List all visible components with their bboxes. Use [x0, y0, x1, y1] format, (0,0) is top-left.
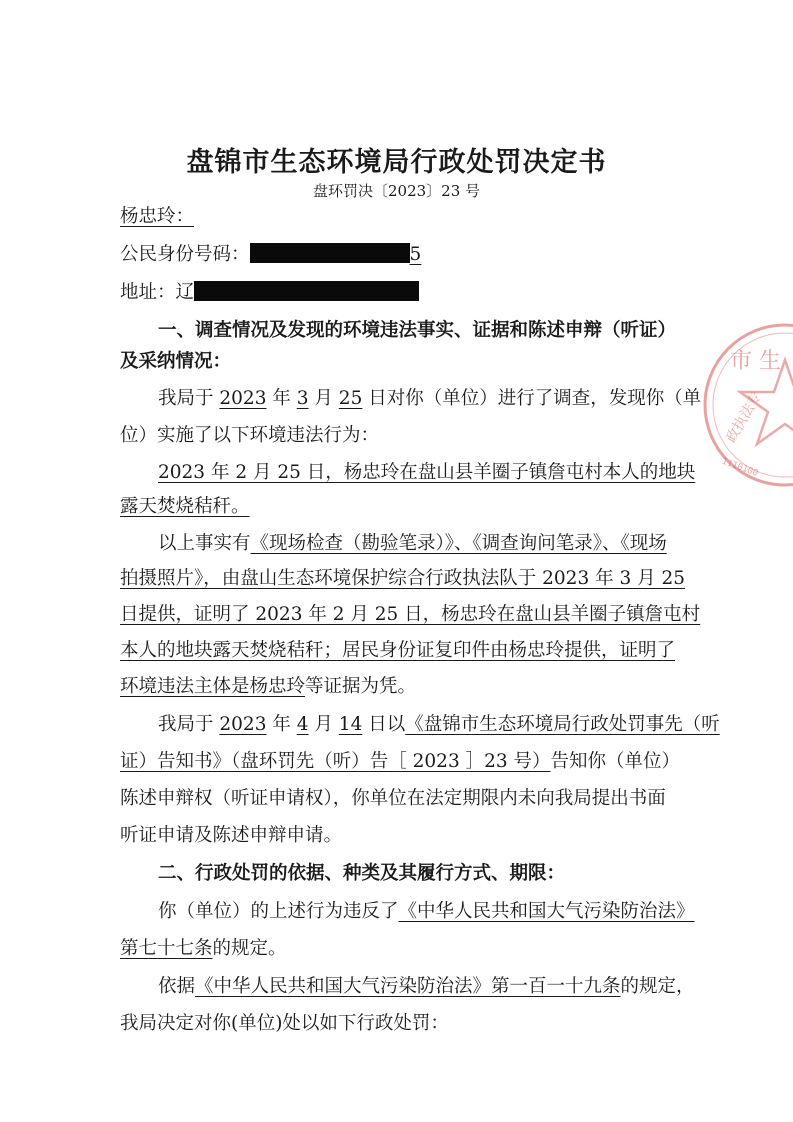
seal-digits: 1110100: [720, 456, 760, 479]
notice-month: 4: [296, 714, 309, 735]
official-seal-stamp: [700, 320, 793, 490]
investigation-paragraph-line2: 位）实施了以下环境违法行为：: [120, 425, 380, 446]
notice-day: 14: [338, 714, 363, 735]
seal-lower-text: 政执法专: [723, 389, 766, 446]
id-tail: 5: [409, 244, 422, 265]
penalty-basis-law: 《中华人民共和国大气污染防治法》第一百一十九条: [195, 976, 621, 997]
violated-law: 《中华人民共和国大气污染防治法》: [398, 901, 695, 922]
notice-year: 2023: [219, 714, 267, 735]
evidence-line5: [120, 674, 416, 700]
address-label: 地址：: [120, 282, 176, 303]
penalty-basis-line1: [158, 974, 695, 1000]
investigation-paragraph: [158, 386, 701, 412]
evidence-line1: [158, 531, 667, 557]
notice-document: 《盘锦市生态环境局行政处罚事先（听: [405, 714, 720, 735]
address-redaction: [194, 281, 419, 301]
text-fragment: 月: [308, 388, 339, 409]
text-fragment: 我局于: [158, 388, 220, 409]
party-name: 杨忠玲：: [120, 206, 195, 227]
text-fragment: 的规定，: [620, 976, 695, 997]
investigation-year: 2023: [219, 388, 267, 409]
violated-article: 第七十七条: [120, 938, 213, 959]
section1-heading: 一、调查情况及发现的环境违法事实、证据和陈述申辩（听证）: [158, 320, 677, 341]
notice-line1: [158, 712, 720, 738]
id-number-line: [120, 242, 421, 268]
text-fragment: 以上事实有: [158, 533, 251, 554]
address-head: 辽: [175, 282, 195, 303]
id-redaction: [250, 243, 410, 263]
notice-line4: 听证申请及陈述申辩申请。: [120, 825, 343, 846]
violated-law-line1: [158, 899, 695, 925]
text-fragment: 的规定。: [212, 938, 287, 959]
text-fragment: 日对你（单位）进行了调查，发现你（单: [362, 388, 702, 409]
notice-line3: 陈述申辩权（听证申请权），你单位在法定期限内未向我局提出书面: [120, 788, 666, 809]
investigation-day: 25: [338, 388, 363, 409]
investigation-month: 3: [296, 388, 309, 409]
text-fragment: 我局于: [158, 714, 220, 735]
evidence-line3: 日提供，证明了 2023 年 2 月 25 日，杨忠玲在盘山县羊圈子镇詹屯村: [120, 604, 701, 625]
notice-line2: [120, 749, 680, 775]
party-name-line: [120, 204, 194, 230]
text-fragment: 年: [266, 388, 297, 409]
text-fragment: 等证据为凭。: [305, 676, 417, 697]
section2-heading: 二、行政处罚的依据、种类及其履行方式、期限：: [158, 863, 566, 884]
text-fragment: 依据: [158, 976, 196, 997]
violated-law-line2: [120, 936, 287, 962]
text-fragment: 日以: [362, 714, 406, 735]
text-fragment: 你（单位）的上述行为违反了: [158, 901, 399, 922]
violation-line1: 2023 年 2 月 25 日，杨忠玲在盘山县羊圈子镇詹屯村本人的地块: [158, 462, 696, 483]
evidence-line2: 拍摄照片》，由盘山生态环境保护综合行政执法队于 2023 年 3 月 25: [120, 568, 686, 589]
violation-subject: 环境违法主体是杨忠玲: [120, 676, 306, 697]
text-fragment: 年: [266, 714, 297, 735]
id-label: 公民身份号码：: [120, 244, 250, 265]
evidence-line4: 本人的地块露天焚烧秸秆；居民身份证复印件由杨忠玲提供，证明了: [120, 640, 676, 661]
text-fragment: 告知你（单位）: [550, 751, 681, 772]
violation-line2: 露天焚烧秸秆。: [120, 496, 250, 517]
document-number: 盘环罚决〔2023〕23 号: [312, 182, 481, 200]
address-line: [120, 280, 419, 306]
document-title: 盘锦市生态环境局行政处罚决定书: [186, 147, 607, 178]
text-fragment: 月: [308, 714, 339, 735]
section1-heading-cont: 及采纳情况：: [120, 351, 232, 372]
penalty-basis-line2: 我局决定对你(单位)处以如下行政处罚：: [120, 1013, 449, 1034]
seal-text: 市 生: [730, 349, 781, 374]
notice-document-number: 证）告知书》（盘环罚先（听）告［ 2023 ］23 号）: [120, 751, 551, 772]
evidence-documents: 《现场检查（勘验笔录）》、《调查询问笔录》、《现场: [250, 533, 667, 554]
